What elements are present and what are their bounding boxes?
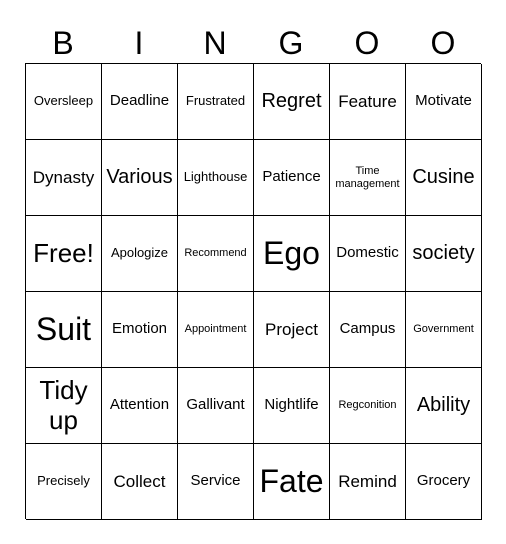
bingo-cell[interactable]: Attention [102,368,178,444]
bingo-cell[interactable]: Ability [406,368,482,444]
bingo-cell[interactable]: Free! [26,216,102,292]
bingo-cell[interactable]: Tidy up [26,368,102,444]
bingo-cell[interactable]: Fate [254,444,330,520]
bingo-cell[interactable]: Deadline [102,64,178,140]
bingo-cell[interactable]: Emotion [102,292,178,368]
bingo-card-grid [25,63,481,519]
bingo-cell[interactable]: Project [254,292,330,368]
bingo-cell[interactable]: Frustrated [178,64,254,140]
bingo-cell[interactable]: Cusine [406,140,482,216]
bingo-header [25,22,481,64]
bingo-cell[interactable]: Precisely [26,444,102,520]
bingo-cell[interactable]: Domestic [330,216,406,292]
bingo-cell[interactable]: Suit [26,292,102,368]
bingo-cell[interactable]: Various [102,140,178,216]
bingo-cell[interactable]: Feature [330,64,406,140]
bingo-cell[interactable]: Regconition [330,368,406,444]
header-letter-i: I [134,25,144,61]
bingo-cell[interactable]: Dynasty [26,140,102,216]
header-letter-o: O [354,25,380,61]
bingo-cell[interactable]: Recommend [178,216,254,292]
bingo-cell[interactable]: society [406,216,482,292]
header-letter-b: B [52,25,74,61]
header-letter-n: N [203,25,227,61]
bingo-cell[interactable]: Lighthouse [178,140,254,216]
bingo-cell[interactable]: Appointment [178,292,254,368]
bingo-cell[interactable]: Regret [254,64,330,140]
bingo-cell[interactable]: Apologize [102,216,178,292]
bingo-cell[interactable]: Collect [102,444,178,520]
bingo-cell[interactable]: Service [178,444,254,520]
header-letter-o-2: O [430,25,456,61]
bingo-cell[interactable]: Oversleep [26,64,102,140]
bingo-cell[interactable]: Government [406,292,482,368]
bingo-cell[interactable]: Motivate [406,64,482,140]
bingo-cell[interactable]: Remind [330,444,406,520]
bingo-cell[interactable]: Patience [254,140,330,216]
bingo-cell[interactable]: Gallivant [178,368,254,444]
header-letter-g: G [278,25,304,61]
bingo-cell[interactable]: Nightlife [254,368,330,444]
bingo-cell[interactable]: Grocery [406,444,482,520]
bingo-cell[interactable]: Ego [254,216,330,292]
bingo-cell[interactable]: Campus [330,292,406,368]
bingo-cell[interactable]: Time management [330,140,406,216]
